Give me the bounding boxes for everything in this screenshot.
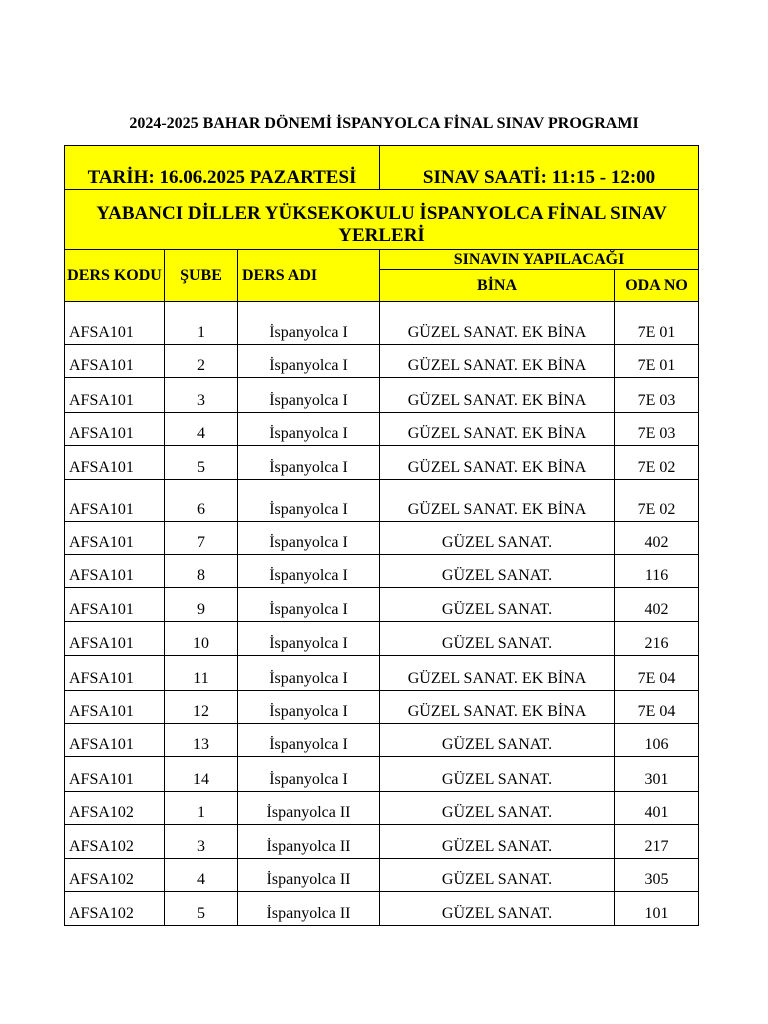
exam-schedule-table xyxy=(64,145,699,926)
cell-ders-adi: İspanyolca I xyxy=(238,378,380,413)
exam-places-header: YABANCI DİLLER YÜKSEKOKULU İSPANYOLCA FİNAL SINAV YERLERİ xyxy=(65,190,699,250)
cell-oda-no: 106 xyxy=(615,724,699,757)
table-row xyxy=(65,378,699,413)
cell-oda-no: 7E 02 xyxy=(615,446,699,480)
cell-ders-adi: İspanyolca I xyxy=(238,302,380,345)
table-row xyxy=(65,825,699,859)
cell-oda-no: 7E 02 xyxy=(615,480,699,522)
cell-sube: 10 xyxy=(165,622,238,656)
cell-oda-no: 216 xyxy=(615,622,699,656)
cell-sube: 6 xyxy=(165,480,238,522)
table-row xyxy=(65,302,699,345)
cell-bina: GÜZEL SANAT. EK BİNA xyxy=(380,302,615,345)
cell-oda-no: 7E 04 xyxy=(615,691,699,724)
cell-ders-adi: İspanyolca I xyxy=(238,522,380,555)
cell-ders-kodu: AFSA101 xyxy=(65,555,165,588)
cell-ders-kodu: AFSA101 xyxy=(65,691,165,724)
table-row xyxy=(65,691,699,724)
cell-ders-kodu: AFSA101 xyxy=(65,302,165,345)
cell-ders-kodu: AFSA101 xyxy=(65,480,165,522)
cell-sube: 9 xyxy=(165,588,238,622)
cell-ders-adi: İspanyolca I xyxy=(238,656,380,691)
cell-ders-kodu: AFSA101 xyxy=(65,378,165,413)
cell-oda-no: 301 xyxy=(615,757,699,792)
cell-bina: GÜZEL SANAT. xyxy=(380,588,615,622)
cell-sube: 4 xyxy=(165,859,238,892)
cell-sube: 7 xyxy=(165,522,238,555)
cell-bina: GÜZEL SANAT. EK BİNA xyxy=(380,480,615,522)
cell-ders-adi: İspanyolca I xyxy=(238,724,380,757)
table-row xyxy=(65,345,699,378)
cell-sube: 4 xyxy=(165,413,238,446)
cell-ders-kodu: AFSA101 xyxy=(65,757,165,792)
table-row xyxy=(65,446,699,480)
cell-bina: GÜZEL SANAT. xyxy=(380,859,615,892)
table-row xyxy=(65,622,699,656)
col-sinav-yeri: SINAVIN YAPILACAĞI xyxy=(380,250,699,270)
cell-bina: GÜZEL SANAT. xyxy=(380,792,615,825)
cell-oda-no: 7E 03 xyxy=(615,378,699,413)
cell-bina: GÜZEL SANAT. xyxy=(380,555,615,588)
cell-sube: 5 xyxy=(165,446,238,480)
cell-bina: GÜZEL SANAT. xyxy=(380,825,615,859)
cell-ders-kodu: AFSA101 xyxy=(65,446,165,480)
cell-bina: GÜZEL SANAT. xyxy=(380,757,615,792)
cell-bina: GÜZEL SANAT. EK BİNA xyxy=(380,691,615,724)
cell-ders-adi: İspanyolca II xyxy=(238,825,380,859)
table-row xyxy=(65,892,699,926)
cell-sube: 11 xyxy=(165,656,238,691)
cell-sube: 14 xyxy=(165,757,238,792)
table-row xyxy=(65,480,699,522)
table-row xyxy=(65,724,699,757)
cell-ders-kodu: AFSA101 xyxy=(65,345,165,378)
table-row xyxy=(65,522,699,555)
cell-ders-adi: İspanyolca II xyxy=(238,892,380,926)
cell-oda-no: 305 xyxy=(615,859,699,892)
cell-bina: GÜZEL SANAT. EK BİNA xyxy=(380,345,615,378)
cell-oda-no: 7E 03 xyxy=(615,413,699,446)
cell-bina: GÜZEL SANAT. xyxy=(380,622,615,656)
cell-oda-no: 101 xyxy=(615,892,699,926)
col-ders-adi: DERS ADI xyxy=(238,250,380,302)
cell-sube: 3 xyxy=(165,825,238,859)
cell-oda-no: 402 xyxy=(615,588,699,622)
col-bina: BİNA xyxy=(380,270,615,302)
cell-ders-kodu: AFSA101 xyxy=(65,622,165,656)
cell-ders-kodu: AFSA101 xyxy=(65,656,165,691)
col-sube: ŞUBE xyxy=(165,250,238,302)
cell-ders-adi: İspanyolca II xyxy=(238,859,380,892)
exam-time: SINAV SAATİ: 11:15 - 12:00 xyxy=(380,146,699,190)
cell-ders-kodu: AFSA101 xyxy=(65,588,165,622)
cell-oda-no: 402 xyxy=(615,522,699,555)
cell-sube: 1 xyxy=(165,792,238,825)
document-title: 2024-2025 BAHAR DÖNEMİ İSPANYOLCA FİNAL SINAV PROGRAMI xyxy=(129,115,639,132)
cell-ders-kodu: AFSA102 xyxy=(65,825,165,859)
cell-ders-adi: İspanyolca I xyxy=(238,413,380,446)
table-row xyxy=(65,859,699,892)
cell-sube: 2 xyxy=(165,345,238,378)
cell-oda-no: 116 xyxy=(615,555,699,588)
cell-oda-no: 7E 01 xyxy=(615,345,699,378)
cell-bina: GÜZEL SANAT. xyxy=(380,724,615,757)
cell-ders-adi: İspanyolca I xyxy=(238,446,380,480)
table-row xyxy=(65,656,699,691)
cell-bina: GÜZEL SANAT. EK BİNA xyxy=(380,446,615,480)
cell-ders-adi: İspanyolca I xyxy=(238,345,380,378)
cell-oda-no: 7E 01 xyxy=(615,302,699,345)
col-ders-kodu: DERS KODU xyxy=(65,250,165,302)
cell-ders-adi: İspanyolca II xyxy=(238,792,380,825)
cell-ders-adi: İspanyolca I xyxy=(238,480,380,522)
cell-oda-no: 217 xyxy=(615,825,699,859)
cell-ders-kodu: AFSA101 xyxy=(65,724,165,757)
cell-sube: 12 xyxy=(165,691,238,724)
table-row xyxy=(65,588,699,622)
table-row xyxy=(65,555,699,588)
cell-ders-kodu: AFSA101 xyxy=(65,413,165,446)
cell-ders-adi: İspanyolca I xyxy=(238,757,380,792)
cell-ders-kodu: AFSA102 xyxy=(65,792,165,825)
table-row xyxy=(65,413,699,446)
table-row xyxy=(65,792,699,825)
cell-sube: 13 xyxy=(165,724,238,757)
cell-bina: GÜZEL SANAT. EK BİNA xyxy=(380,378,615,413)
cell-bina: GÜZEL SANAT. xyxy=(380,892,615,926)
table-row xyxy=(65,757,699,792)
cell-sube: 1 xyxy=(165,302,238,345)
cell-bina: GÜZEL SANAT. EK BİNA xyxy=(380,656,615,691)
cell-sube: 8 xyxy=(165,555,238,588)
exam-date: TARİH: 16.06.2025 PAZARTESİ xyxy=(65,146,380,190)
cell-ders-adi: İspanyolca I xyxy=(238,555,380,588)
cell-ders-adi: İspanyolca I xyxy=(238,622,380,656)
cell-oda-no: 401 xyxy=(615,792,699,825)
cell-sube: 3 xyxy=(165,378,238,413)
cell-sube: 5 xyxy=(165,892,238,926)
cell-oda-no: 7E 04 xyxy=(615,656,699,691)
cell-ders-kodu: AFSA101 xyxy=(65,522,165,555)
cell-ders-adi: İspanyolca I xyxy=(238,691,380,724)
cell-ders-kodu: AFSA102 xyxy=(65,859,165,892)
cell-bina: GÜZEL SANAT. EK BİNA xyxy=(380,413,615,446)
cell-ders-kodu: AFSA102 xyxy=(65,892,165,926)
col-oda-no: ODA NO xyxy=(615,270,699,302)
cell-bina: GÜZEL SANAT. xyxy=(380,522,615,555)
cell-ders-adi: İspanyolca I xyxy=(238,588,380,622)
